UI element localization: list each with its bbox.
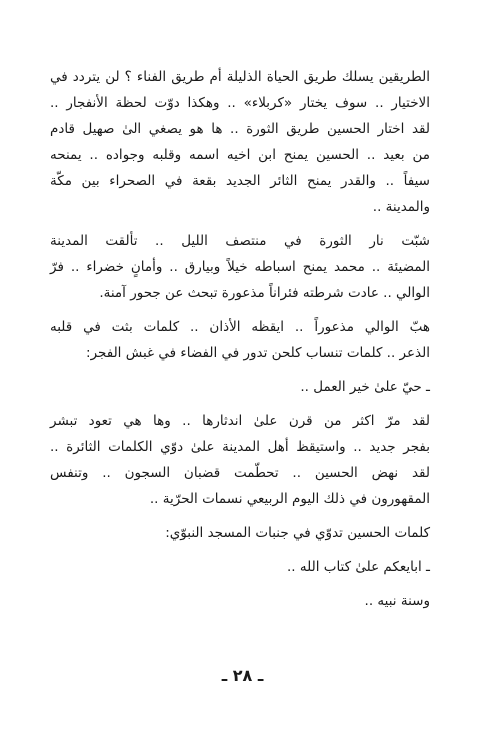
text-line: سيفاً .. والقدر يمنح الثائر الجديد بقعة في الصحراء بين مكّة [50, 173, 430, 189]
paragraph-8 [50, 588, 430, 614]
text-line: الاختيار .. سوف يختار «كربلاء» .. وهكذا دوّت لحظة الأنفجار .. [50, 95, 430, 111]
text-line: المضيئة .. محمد يمنح اسباطه خيلاً وبيارق .. وأمانٍ خضراء .. فرّ [50, 259, 430, 275]
paragraph-gap [50, 546, 430, 554]
text-line: كلمات الحسين تدوّي في جنبات المسجد النبوّي: [165, 525, 430, 541]
text-line: شبّت نار الثورة في منتصف الليل .. تألقت المدينة [50, 233, 430, 249]
paragraph-gap [50, 580, 430, 588]
paragraph-1 [50, 64, 430, 220]
paragraph-gap [50, 220, 430, 228]
page-number: ـ ٢٨ ـ [221, 666, 264, 685]
text-line: الوالي .. عادت شرطته فئراناً مذعورة تبحث عن جحور آمنة. [99, 285, 430, 301]
paragraph-gap [50, 400, 430, 408]
paragraph-gap [50, 512, 430, 520]
text-line: وسنة نبيه .. [364, 593, 430, 609]
text-line: من بعيد .. الحسين يمنح ابن اخيه اسمه وقلبه وجواده .. يمنحه [50, 147, 430, 163]
paragraph-6 [50, 520, 430, 546]
paragraph-2 [50, 228, 430, 306]
paragraph-7 [50, 554, 430, 580]
text-line: لقد نهض الحسين .. تحطّمت قضبان السجون .. وتنفس [50, 465, 430, 481]
text-line: المقهورون في ذلك اليوم الربيعي نسمات الحرّية .. [149, 491, 430, 507]
text-line: بفجر جديد .. واستيقظ أهل المدينة علىٰ دوّي الكلمات الثائرة .. [50, 439, 430, 455]
text-line: ـ حيّ علىٰ خير العمل .. [300, 379, 430, 395]
text-line: لقد مرّ اكثر من قرن علىٰ اندثارها .. وها هي تعود تبشر [50, 413, 430, 429]
text-line: هبّ الوالي مذعوراً .. ايقظه الأذان .. كلمات بثت في قلبه [50, 319, 430, 335]
text-line: والمدينة .. [372, 199, 430, 215]
text-line: الطريقين يسلك طريق الحياة الذليلة أم طريق الفناء ؟ لن يتردد في [50, 69, 430, 85]
paragraph-4 [50, 374, 430, 400]
text-line: لقد اختار الحسين طريق الثورة .. ها هو يصغي الىٰ صهيل قادم [50, 121, 430, 137]
paragraph-gap [50, 306, 430, 314]
page-body [50, 64, 430, 614]
text-line: ـ ابايعكم علىٰ كتاب الله .. [287, 559, 430, 575]
paragraph-3 [50, 314, 430, 366]
paragraph-5 [50, 408, 430, 512]
paragraph-gap [50, 366, 430, 374]
text-line: الذعر .. كلمات تنساب كلحن تدور في الفضاء في غبش الفجر: [86, 345, 430, 361]
